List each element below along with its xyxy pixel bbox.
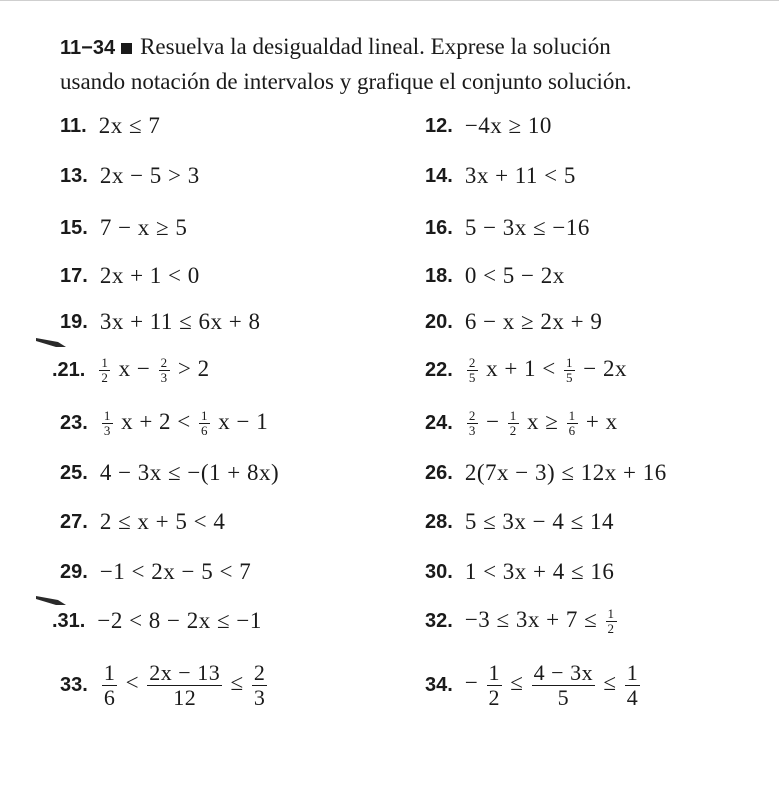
fraction — [102, 661, 118, 708]
exercise-number: 12. — [425, 114, 453, 137]
exercise-19 — [60, 302, 261, 342]
inequality: 3x + 11 ≤ 6x + 8 — [99, 309, 261, 334]
denominator: 3 — [160, 369, 168, 385]
exercise-number: 26. — [425, 461, 453, 484]
inequality — [100, 409, 268, 438]
instructions — [60, 30, 760, 99]
exercise-number: .21. — [52, 358, 86, 381]
inequality — [465, 356, 627, 385]
expr-part: x + 1 < — [486, 355, 556, 381]
inequality — [100, 661, 270, 708]
exercise-27 — [60, 502, 225, 542]
exercise-30 — [425, 552, 614, 592]
expr-part: < — [125, 670, 140, 696]
denominator: 2 — [101, 369, 109, 385]
numerator: 1 — [101, 355, 109, 371]
inequality: 5 ≤ 3x − 4 ≤ 14 — [464, 509, 615, 534]
exercise-number: 29. — [60, 560, 88, 583]
exercise-number: 30. — [425, 560, 453, 583]
exercise-26 — [425, 453, 667, 493]
fraction — [625, 661, 641, 708]
instructions-line-1: Resuelva la desigualdad lineal. Exprese la solución — [140, 34, 611, 59]
inequality — [465, 607, 619, 636]
exercise-21 — [52, 350, 210, 390]
exercise-25 — [60, 453, 279, 493]
numerator: 2 — [253, 660, 266, 686]
expr-part: − — [486, 408, 500, 434]
exercise-32 — [425, 601, 619, 641]
exercise-number: 25. — [60, 461, 88, 484]
fraction — [467, 356, 478, 384]
inequality: 0 < 5 − 2x — [464, 263, 565, 288]
inequality: −2 < 8 − 2x ≤ −1 — [97, 608, 262, 633]
exercise-number: 22. — [425, 358, 453, 381]
exercise-range: 11−34 — [60, 37, 116, 59]
exercise-29 — [60, 552, 251, 592]
expr-part: ≤ — [510, 670, 524, 696]
denominator: 5 — [468, 369, 476, 385]
expr-part: − — [464, 670, 479, 696]
exercise-number: 15. — [60, 216, 88, 239]
denominator: 6 — [103, 684, 116, 710]
fraction — [508, 409, 519, 437]
exercise-number: 18. — [425, 264, 453, 287]
exercise-number: 20. — [425, 310, 453, 333]
inequality: 7 − x ≥ 5 — [99, 215, 188, 240]
fraction — [532, 661, 595, 708]
fraction — [564, 356, 575, 384]
exercise-18 — [425, 256, 565, 296]
fraction — [467, 409, 478, 437]
expr-part: ≤ — [603, 670, 617, 696]
exercise-number: 14. — [425, 164, 453, 187]
fraction — [147, 661, 222, 708]
exercise-number: 11. — [60, 114, 87, 137]
denominator: 3 — [253, 684, 266, 710]
numerator: 1 — [607, 606, 615, 622]
inequality — [465, 409, 618, 438]
numerator: 1 — [103, 408, 111, 424]
denominator: 12 — [173, 684, 197, 710]
expr-part: x − — [118, 355, 151, 381]
instructions-line-2: usando notación de intervalos y grafique el conjunto solución. — [60, 69, 632, 94]
inequality — [465, 661, 642, 708]
inequality: −4x ≥ 10 — [464, 113, 552, 138]
denominator: 6 — [201, 422, 209, 438]
expr-part: > 2 — [177, 355, 210, 381]
numerator: 2x − 13 — [149, 660, 221, 686]
inequality: 1 < 3x + 4 ≤ 16 — [464, 559, 615, 584]
denominator: 3 — [468, 422, 476, 438]
exercise-12 — [425, 106, 552, 146]
inequality: 2x − 5 > 3 — [99, 163, 200, 188]
numerator: 1 — [201, 408, 209, 424]
numerator: 1 — [509, 408, 517, 424]
numerator: 1 — [566, 355, 574, 371]
expr-part: x − 1 — [218, 408, 269, 434]
fraction — [252, 661, 268, 708]
fraction — [102, 409, 113, 437]
exercise-15 — [60, 208, 187, 248]
inequality: −1 < 2x − 5 < 7 — [99, 559, 252, 584]
expr-part: x ≥ — [527, 408, 559, 434]
expr-part: + x — [585, 408, 618, 434]
denominator: 3 — [103, 422, 111, 438]
exercise-number: 16. — [425, 216, 453, 239]
exercise-number: 17. — [60, 264, 88, 287]
denominator: 5 — [566, 369, 574, 385]
exercise-number: 34. — [425, 673, 453, 696]
numerator: 1 — [626, 660, 639, 686]
expr-part: − 2x — [583, 355, 627, 381]
denominator: 2 — [607, 620, 615, 636]
inequality: 6 − x ≥ 2x + 9 — [464, 309, 603, 334]
exercise-31 — [52, 601, 262, 641]
expr-part: ≤ — [230, 670, 244, 696]
fraction — [99, 356, 110, 384]
exercise-number: .31. — [52, 609, 86, 632]
exercise-number: 32. — [425, 609, 453, 632]
fraction — [199, 409, 210, 437]
numerator: 2 — [468, 355, 476, 371]
expr-part: x + 2 < — [121, 408, 191, 434]
exercise-number: 13. — [60, 164, 88, 187]
exercise-23 — [60, 403, 268, 443]
numerator: 1 — [568, 408, 576, 424]
exercise-14 — [425, 156, 576, 196]
fraction — [159, 356, 170, 384]
exercise-34 — [425, 650, 642, 720]
inequality — [97, 356, 209, 385]
exercise-22 — [425, 350, 627, 390]
top-rule — [0, 0, 779, 1]
fraction — [567, 409, 578, 437]
inequality: 2(7x − 3) ≤ 12x + 16 — [464, 460, 667, 485]
exercise-number: 23. — [60, 411, 88, 434]
exercise-16 — [425, 208, 590, 248]
exercise-24 — [425, 403, 618, 443]
inequality: 4 − 3x ≤ −(1 + 8x) — [99, 460, 280, 485]
inequality: 2 ≤ x + 5 < 4 — [99, 509, 226, 534]
exercise-20 — [425, 302, 602, 342]
exercise-number: 27. — [60, 510, 88, 533]
denominator: 4 — [626, 684, 639, 710]
exercise-number: 28. — [425, 510, 453, 533]
denominator: 6 — [568, 422, 576, 438]
inequality: 2x + 1 < 0 — [99, 263, 200, 288]
exercise-number: 19. — [60, 310, 88, 333]
numerator: 1 — [488, 660, 501, 686]
numerator: 1 — [103, 660, 116, 686]
square-bullet-icon — [121, 43, 132, 54]
fraction — [487, 661, 503, 708]
numerator: 4 − 3x — [533, 660, 594, 686]
inequality: 2x ≤ 7 — [98, 113, 161, 138]
inequality: 3x + 11 < 5 — [464, 163, 576, 188]
numerator: 2 — [160, 355, 168, 371]
denominator: 2 — [509, 422, 517, 438]
exercise-number: 33. — [60, 673, 88, 696]
numerator: 2 — [468, 408, 476, 424]
inequality: 5 − 3x ≤ −16 — [464, 215, 590, 240]
exercise-11 — [60, 106, 160, 146]
exercise-17 — [60, 256, 200, 296]
exercise-13 — [60, 156, 200, 196]
denominator: 2 — [488, 684, 501, 710]
expr-part: −3 ≤ 3x + 7 ≤ — [464, 606, 598, 632]
exercise-number: 24. — [425, 411, 453, 434]
exercise-28 — [425, 502, 614, 542]
fraction — [606, 607, 617, 635]
exercise-33 — [60, 650, 269, 720]
denominator: 5 — [557, 684, 570, 710]
